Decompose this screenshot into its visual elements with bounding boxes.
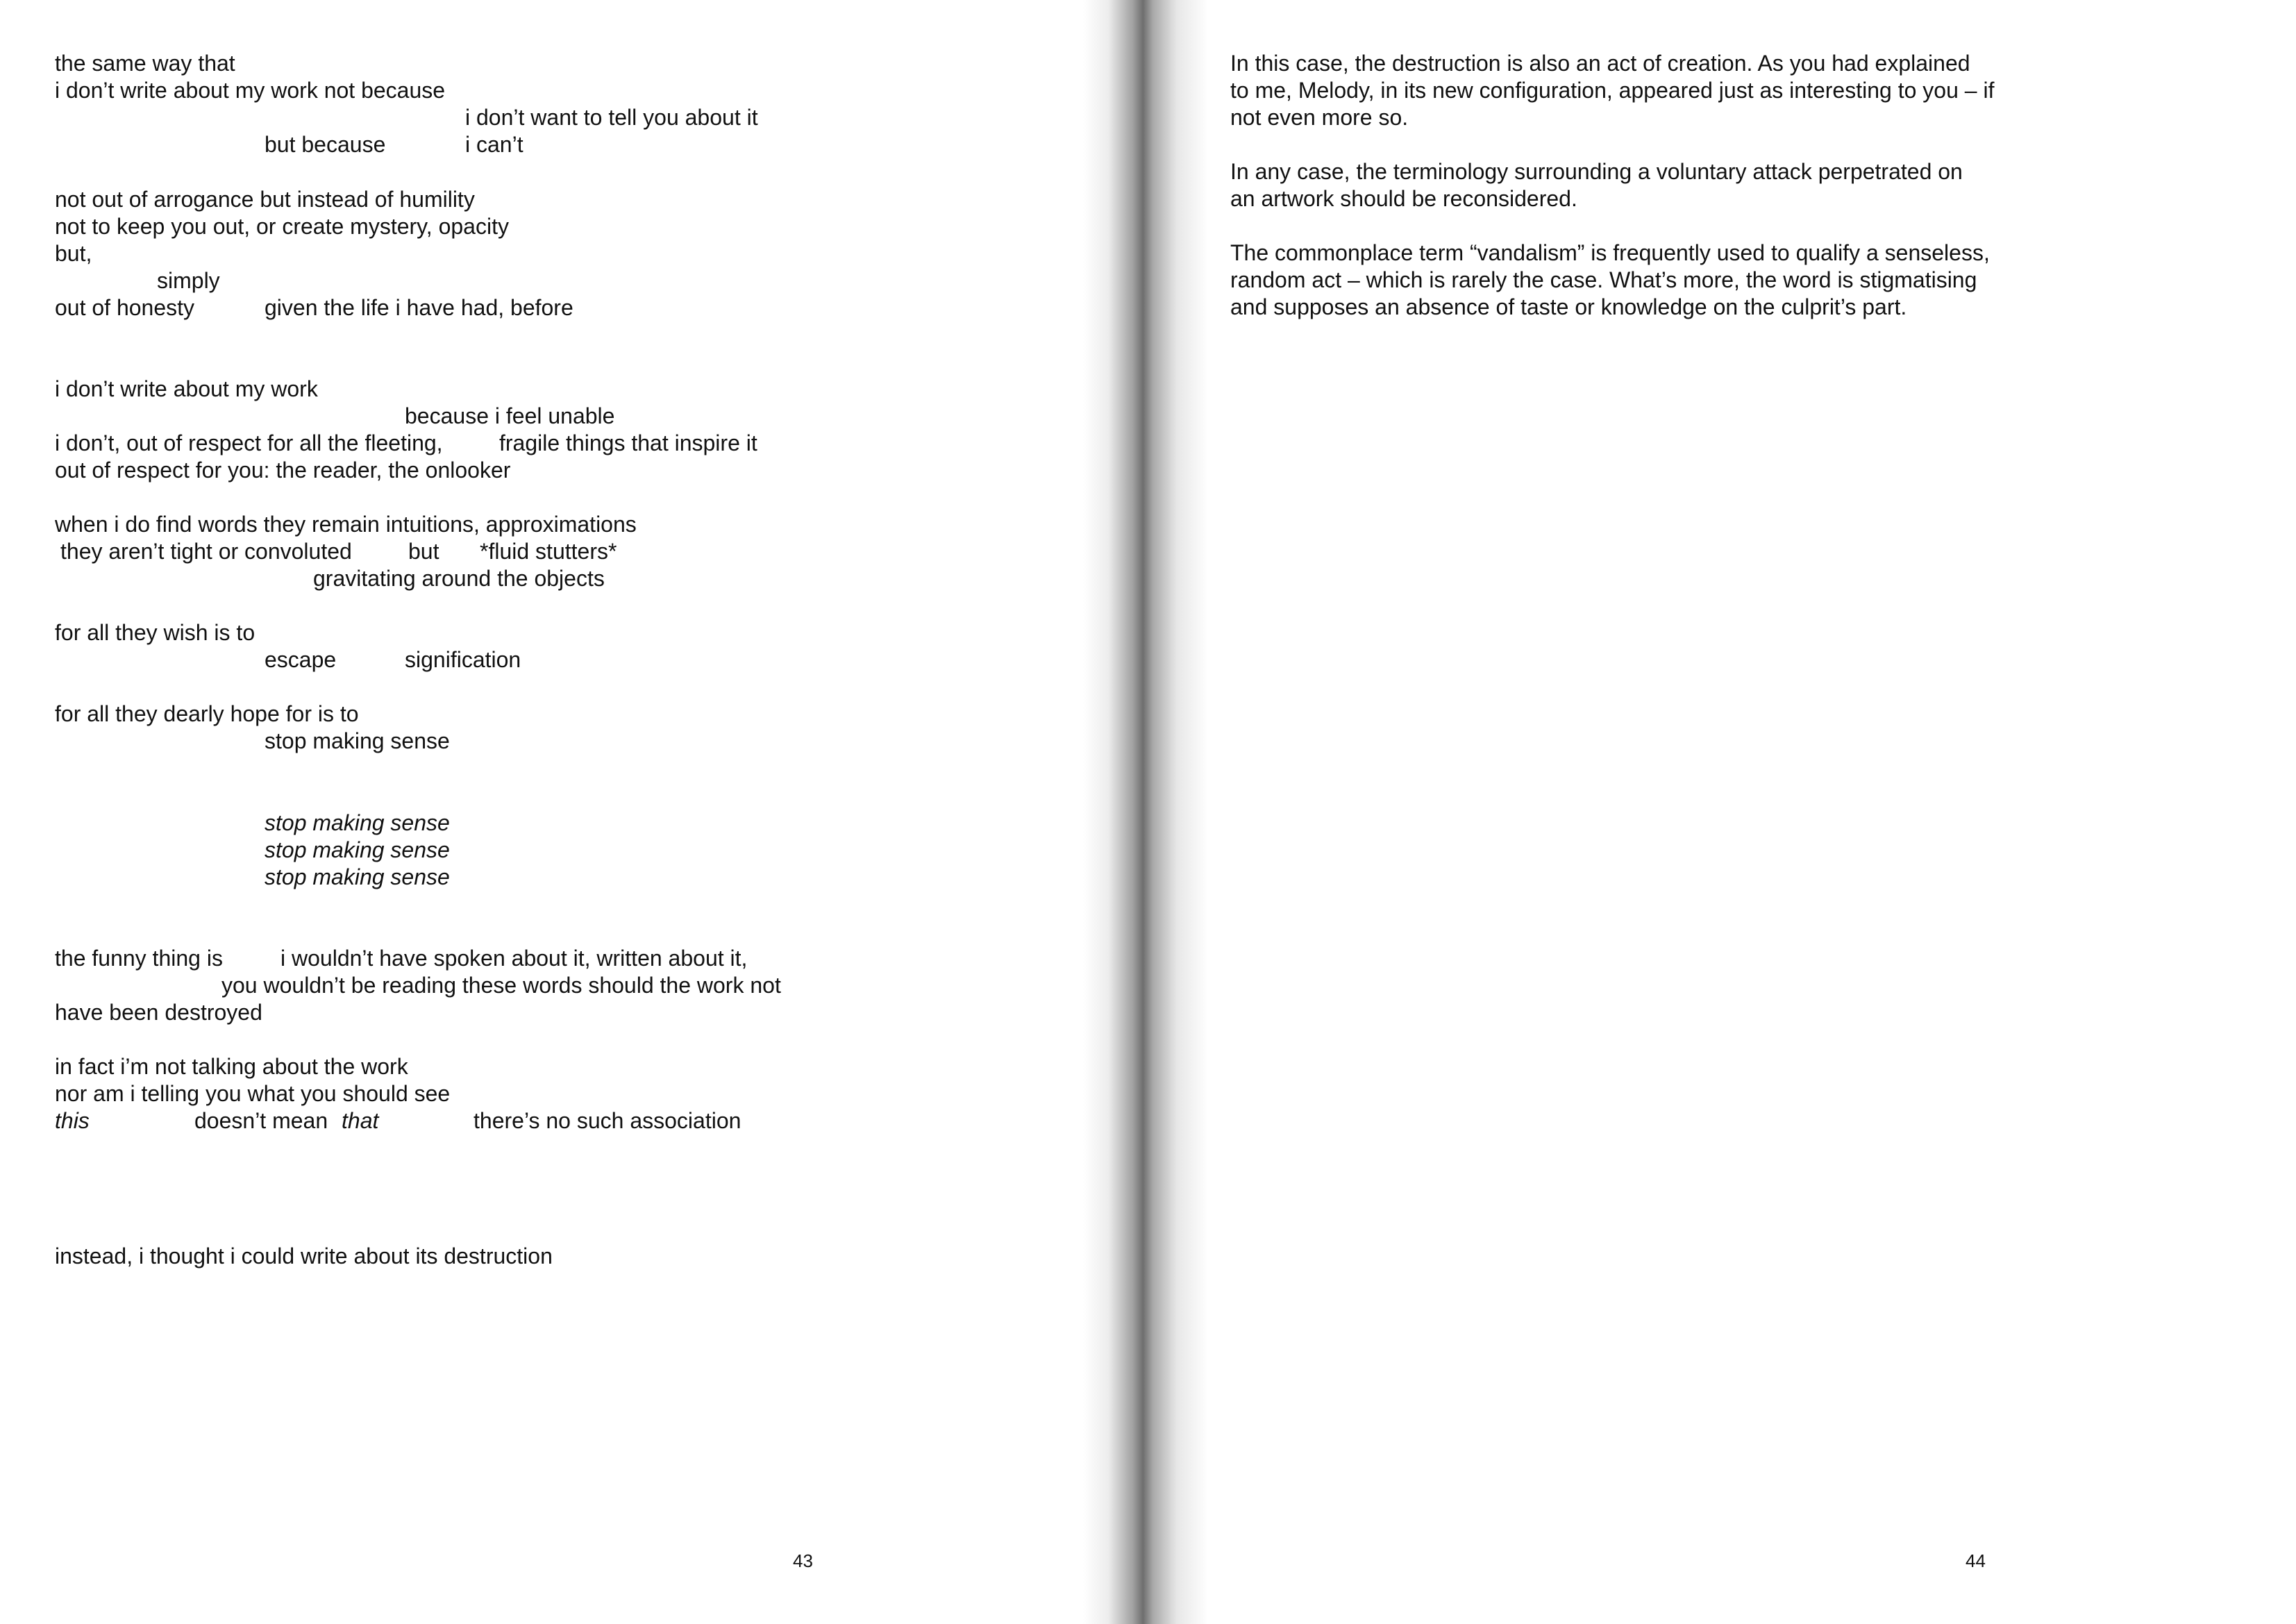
left-page: the same way that i don’t write about my work not because i don’t want to tell you about it but because i can’t not out of arrogance but instead of humility not to keep you out, or create mystery, opacity but, simply out of honesty given the life i have had, before i don’t write about my work because i feel unable i don’t, out of respect for all the fleeting, fragile things that inspire it out of respect for you: the reader, the onlooker when i do find words they remain intuitions, approximations they aren’t tight or convoluted but *fluid stutters* gravitating around the objects for all they wish is to escape signification for all they dearly hope for is to stop making sense stop making sense stop making sense stop making sense the funny thing is i wouldn’t have spoken about it, written about it, you wouldn’t be reading these words should the work not have been destroyed in fact i’m not talking about the work nor am i telling you what you should see this doesn’t mean that there’s no such association instead, i thought i could write about its destruction 43 [55, 51, 813, 1571]
paragraph-line: not even more so. [1230, 105, 1409, 130]
paragraph [1230, 240, 2008, 321]
page-number: 43 [793, 1550, 813, 1571]
paragraph-line: random act – which is rarely the case. What’s more, the word is stigmatising [1230, 267, 1977, 292]
paragraph [1230, 158, 2008, 212]
paragraph-line: In any case, the terminology surrounding a voluntary attack perpetrated on [1230, 159, 1963, 184]
paragraph-line: an artwork should be reconsidered. [1230, 186, 1577, 211]
paragraph-line: In this case, the destruction is also an act of creation. As you had explained [1230, 51, 1970, 76]
paragraph [1230, 50, 2008, 131]
right-page [1148, 0, 2296, 1624]
book-gutter-shadow [1083, 0, 1208, 1624]
paragraph-line: and supposes an absence of taste or knowledge on the culprit’s part. [1230, 294, 1907, 319]
paragraph-line: The commonplace term “vandalism” is frequently used to qualify a senseless, [1230, 240, 1990, 265]
paragraph-line: to me, Melody, in its new configuration, appeared just as interesting to you – if [1230, 78, 1995, 103]
page-number: 44 [1966, 1550, 1986, 1571]
